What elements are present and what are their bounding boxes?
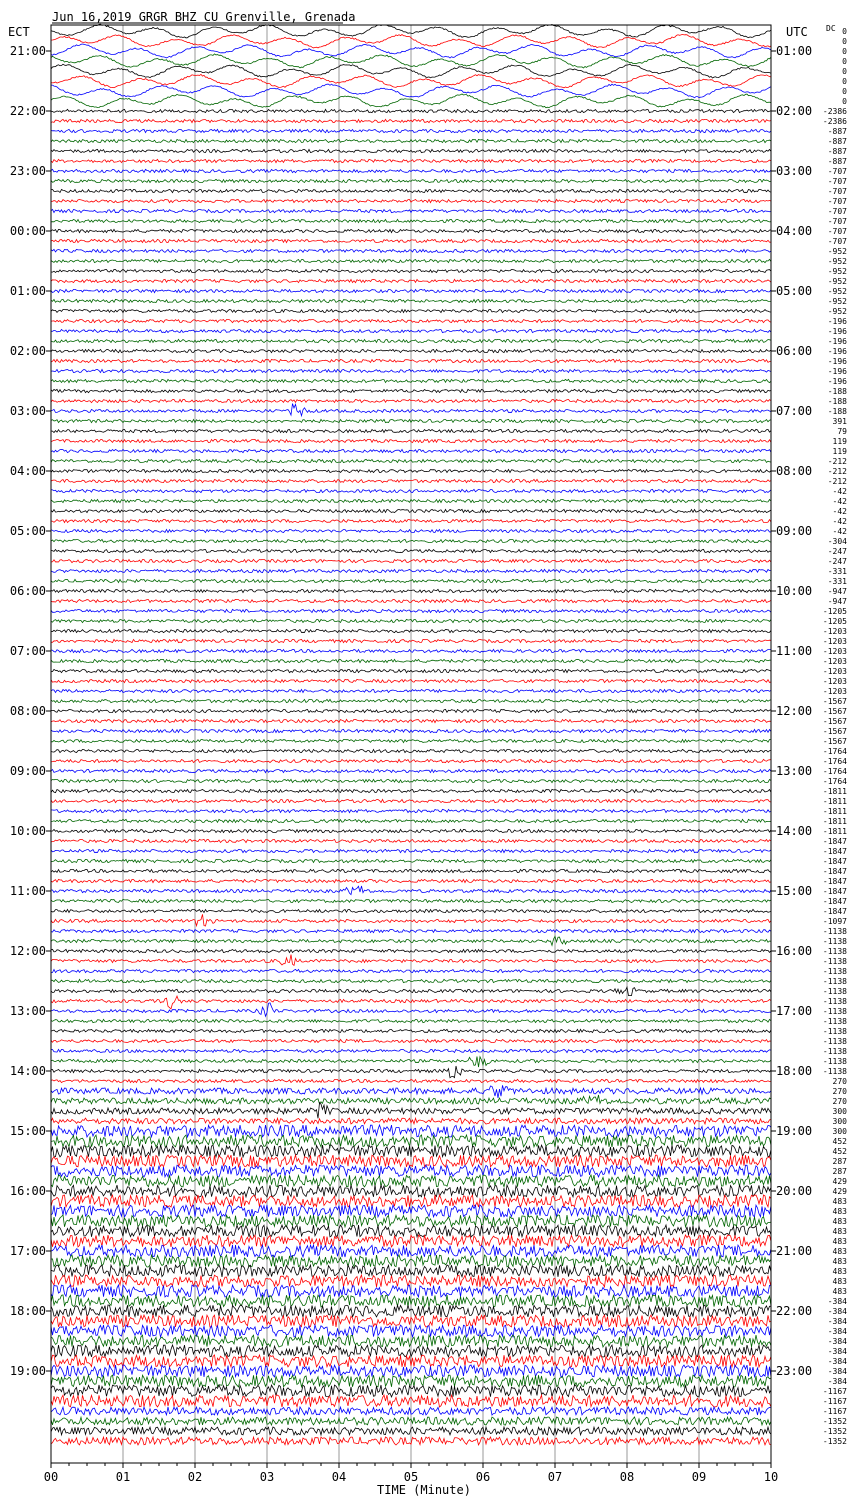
dc-offset-value: -1138: [822, 987, 847, 996]
dc-offset-value: -1567: [822, 737, 847, 746]
dc-offset-value: 483: [832, 1207, 847, 1216]
dc-offset-value: -952: [827, 297, 847, 306]
left-hour-label: 22:00: [9, 104, 46, 118]
dc-offset-value: 0: [842, 47, 847, 56]
dc-offset-value: -1203: [822, 627, 847, 636]
dc-offset-value: 483: [832, 1217, 847, 1226]
dc-offset-value: -304: [827, 537, 847, 546]
dc-offset-value: -247: [827, 547, 847, 556]
dc-offset-value: -887: [827, 147, 847, 156]
dc-offset-value: 0: [842, 77, 847, 86]
right-hour-label: 01:00: [776, 44, 813, 58]
x-tick-label: 04: [331, 1470, 347, 1484]
right-hour-label: 09:00: [776, 524, 813, 538]
dc-offset-value: 300: [832, 1127, 847, 1136]
dc-offset-value: -1352: [822, 1427, 847, 1436]
dc-offset-value: -384: [827, 1377, 847, 1386]
right-hour-label: 18:00: [776, 1064, 813, 1078]
right-hour-label: 08:00: [776, 464, 813, 478]
dc-offset-value: -1167: [822, 1387, 847, 1396]
dc-offset-value: -1203: [822, 657, 847, 666]
dc-offset-value: -196: [827, 357, 847, 366]
dc-offset-value: 452: [832, 1147, 847, 1156]
dc-offset-value: 483: [832, 1247, 847, 1256]
dc-offset-value: -1567: [822, 707, 847, 716]
dc-offset-value: 483: [832, 1227, 847, 1236]
left-hour-label: 18:00: [9, 1304, 46, 1318]
dc-offset-value: 287: [832, 1167, 847, 1176]
dc-offset-value: 300: [832, 1107, 847, 1116]
dc-offset-value: -1203: [822, 637, 847, 646]
left-hour-label: 12:00: [9, 944, 46, 958]
right-hour-label: 17:00: [776, 1004, 813, 1018]
dc-offset-value: -707: [827, 167, 847, 176]
dc-offset-value: -42: [832, 507, 847, 516]
dc-offset-value: -1811: [822, 797, 847, 806]
right-hour-label: 04:00: [776, 224, 813, 238]
dc-offset-value: 300: [832, 1117, 847, 1126]
x-tick-label: 10: [763, 1470, 779, 1484]
chart-title: Jun 16,2019 GRGR BHZ CU Grenville, Grenada: [52, 10, 356, 24]
right-hour-label: 13:00: [776, 764, 813, 778]
dc-offset-value: -1847: [822, 847, 847, 856]
dc-offset-value: -1847: [822, 837, 847, 846]
dc-offset-value: -952: [827, 277, 847, 286]
right-hour-label: 02:00: [776, 104, 813, 118]
dc-offset-value: -2386: [822, 117, 847, 126]
dc-offset-value: 119: [832, 447, 847, 456]
dc-offset-value: -42: [832, 517, 847, 526]
x-tick-label: 03: [259, 1470, 275, 1484]
right-hour-label: 21:00: [776, 1244, 813, 1258]
x-tick-label: 06: [475, 1470, 491, 1484]
dc-offset-value: -1847: [822, 877, 847, 886]
dc-offset-value: -1352: [822, 1437, 847, 1446]
dc-offset-value: 0: [842, 37, 847, 46]
left-hour-label: 16:00: [9, 1184, 46, 1198]
dc-offset-value: -1138: [822, 1007, 847, 1016]
dc-offset-value: -947: [827, 587, 847, 596]
dc-offset-value: -1203: [822, 687, 847, 696]
x-tick-label: 05: [403, 1470, 419, 1484]
x-tick-label: 07: [547, 1470, 563, 1484]
dc-offset-value: -1203: [822, 677, 847, 686]
dc-offset-value: -707: [827, 227, 847, 236]
dc-offset-value: 0: [842, 57, 847, 66]
dc-offset-value: -1764: [822, 767, 847, 776]
dc-offset-value: -188: [827, 407, 847, 416]
dc-offset-value: 452: [832, 1137, 847, 1146]
left-hour-label: 06:00: [9, 584, 46, 598]
right-hour-labels: [771, 44, 812, 1378]
right-hour-label: 06:00: [776, 344, 813, 358]
x-tick-label: 09: [691, 1470, 707, 1484]
dc-offset-value: -1203: [822, 667, 847, 676]
dc-offset-value: -1138: [822, 1017, 847, 1026]
dc-offset-value: -1138: [822, 977, 847, 986]
dc-offset-value: -1847: [822, 897, 847, 906]
dc-offset-value: 0: [842, 97, 847, 106]
left-hour-label: 11:00: [9, 884, 46, 898]
dc-offset-value: 0: [842, 87, 847, 96]
dc-offset-value: 483: [832, 1277, 847, 1286]
dc-offset-value: -1764: [822, 757, 847, 766]
dc-offset-value: -188: [827, 387, 847, 396]
dc-offset-value: -952: [827, 267, 847, 276]
dc-offset-value: -2386: [822, 107, 847, 116]
dc-offset-value: -1138: [822, 1037, 847, 1046]
right-hour-label: 07:00: [776, 404, 813, 418]
dc-offset-value: -1811: [822, 817, 847, 826]
left-hour-label: 08:00: [9, 704, 46, 718]
dc-offset-value: -1811: [822, 787, 847, 796]
dc-offset-value: -196: [827, 317, 847, 326]
dc-offset-value: -212: [827, 477, 847, 486]
left-hour-label: 14:00: [9, 1064, 46, 1078]
dc-offset-value: -1138: [822, 947, 847, 956]
left-hour-label: 07:00: [9, 644, 46, 658]
dc-offset-value: -196: [827, 337, 847, 346]
right-hour-label: 03:00: [776, 164, 813, 178]
dc-offset-value: -1567: [822, 697, 847, 706]
dc-offset-value: -196: [827, 347, 847, 356]
dc-offset-value: -1138: [822, 957, 847, 966]
dc-offset-value: -1847: [822, 867, 847, 876]
dc-offset-value: 483: [832, 1287, 847, 1296]
dc-offset-value: -707: [827, 187, 847, 196]
dc-offset-value: -1847: [822, 887, 847, 896]
left-hour-label: 05:00: [9, 524, 46, 538]
dc-offset-value: -1167: [822, 1407, 847, 1416]
dc-offset-value: -247: [827, 557, 847, 566]
dc-offset-value: -384: [827, 1297, 847, 1306]
dc-offset-value: -384: [827, 1337, 847, 1346]
x-axis-title: TIME (Minute): [377, 1483, 471, 1497]
left-hour-label: 01:00: [9, 284, 46, 298]
dc-offset-value: -196: [827, 377, 847, 386]
x-tick-label: 02: [187, 1470, 203, 1484]
dc-offset-value: -1847: [822, 857, 847, 866]
dc-offset-header: DC: [826, 24, 836, 33]
dc-offset-value: -952: [827, 287, 847, 296]
dc-offset-value: -384: [827, 1317, 847, 1326]
left-hour-label: 04:00: [9, 464, 46, 478]
dc-offset-value: 483: [832, 1237, 847, 1246]
left-hour-label: 13:00: [9, 1004, 46, 1018]
dc-offset-value: -1138: [822, 1027, 847, 1036]
dc-offset-value: 483: [832, 1197, 847, 1206]
right-hour-label: 10:00: [776, 584, 813, 598]
dc-offset-value: -887: [827, 137, 847, 146]
dc-offset-value: 0: [842, 67, 847, 76]
dc-offset-value: -1138: [822, 1047, 847, 1056]
dc-offset-value: -331: [827, 567, 847, 576]
right-hour-label: 20:00: [776, 1184, 813, 1198]
dc-offset-value: -331: [827, 577, 847, 586]
dc-offset-value: -384: [827, 1347, 847, 1356]
dc-offset-value: -1764: [822, 777, 847, 786]
right-hour-label: 12:00: [776, 704, 813, 718]
right-hour-label: 23:00: [776, 1364, 813, 1378]
dc-offset-value: -196: [827, 367, 847, 376]
dc-offset-value: 270: [832, 1077, 847, 1086]
dc-offset-value: -1167: [822, 1397, 847, 1406]
dc-offset-value: -42: [832, 527, 847, 536]
dc-offset-value: -1138: [822, 967, 847, 976]
left-hour-label: 15:00: [9, 1124, 46, 1138]
dc-offset-value: -1138: [822, 997, 847, 1006]
right-hour-label: 22:00: [776, 1304, 813, 1318]
dc-offset-column: [823, 27, 847, 1446]
dc-offset-value: -212: [827, 457, 847, 466]
dc-offset-value: -196: [827, 327, 847, 336]
dc-offset-value: -1764: [822, 747, 847, 756]
dc-offset-value: 429: [832, 1187, 847, 1196]
left-hour-label: 23:00: [9, 164, 46, 178]
dc-offset-value: -1203: [822, 647, 847, 656]
left-hour-label: 21:00: [9, 44, 46, 58]
dc-offset-value: 270: [832, 1087, 847, 1096]
right-hour-label: 14:00: [776, 824, 813, 838]
right-hour-label: 11:00: [776, 644, 813, 658]
dc-offset-value: -1138: [822, 927, 847, 936]
left-hour-label: 17:00: [9, 1244, 46, 1258]
right-hour-label: 16:00: [776, 944, 813, 958]
dc-offset-value: -1567: [822, 717, 847, 726]
dc-offset-value: -1205: [822, 617, 847, 626]
dc-offset-value: 287: [832, 1157, 847, 1166]
left-timezone-label: ECT: [8, 25, 30, 39]
dc-offset-value: 429: [832, 1177, 847, 1186]
dc-offset-value: -1097: [822, 917, 847, 926]
left-hour-label: 19:00: [9, 1364, 46, 1378]
right-hour-label: 05:00: [776, 284, 813, 298]
x-axis: [44, 1463, 778, 1484]
left-hour-label: 10:00: [9, 824, 46, 838]
left-hour-label: 02:00: [9, 344, 46, 358]
dc-offset-value: -1352: [822, 1417, 847, 1426]
dc-offset-value: -384: [827, 1307, 847, 1316]
dc-offset-value: -212: [827, 467, 847, 476]
dc-offset-value: 79: [837, 427, 847, 436]
dc-offset-value: -707: [827, 177, 847, 186]
dc-offset-value: -1138: [822, 1067, 847, 1076]
dc-offset-value: -952: [827, 307, 847, 316]
dc-offset-value: 119: [832, 437, 847, 446]
dc-offset-value: -887: [827, 127, 847, 136]
dc-offset-value: -1847: [822, 907, 847, 916]
dc-offset-value: 0: [842, 27, 847, 36]
dc-offset-value: -707: [827, 237, 847, 246]
dc-offset-value: 483: [832, 1267, 847, 1276]
left-hour-label: 00:00: [9, 224, 46, 238]
dc-offset-value: -42: [832, 487, 847, 496]
dc-offset-value: -384: [827, 1367, 847, 1376]
dc-offset-value: -384: [827, 1357, 847, 1366]
dc-offset-value: -952: [827, 247, 847, 256]
dc-offset-value: -887: [827, 157, 847, 166]
dc-offset-value: -1811: [822, 827, 847, 836]
dc-offset-value: -188: [827, 397, 847, 406]
left-hour-label: 03:00: [9, 404, 46, 418]
dc-offset-value: -384: [827, 1327, 847, 1336]
x-tick-label: 01: [115, 1470, 131, 1484]
right-timezone-label: UTC: [786, 25, 808, 39]
dc-offset-value: -42: [832, 497, 847, 506]
right-hour-label: 19:00: [776, 1124, 813, 1138]
dc-offset-value: -707: [827, 217, 847, 226]
dc-offset-value: -947: [827, 597, 847, 606]
dc-offset-value: -1567: [822, 727, 847, 736]
x-tick-label: 00: [43, 1470, 59, 1484]
dc-offset-value: -1138: [822, 937, 847, 946]
x-tick-label: 08: [619, 1470, 635, 1484]
dc-offset-value: 391: [832, 417, 847, 426]
left-hour-labels: [10, 44, 51, 1378]
dc-offset-value: -1811: [822, 807, 847, 816]
dc-offset-value: -707: [827, 197, 847, 206]
dc-offset-value: -952: [827, 257, 847, 266]
dc-offset-value: -1205: [822, 607, 847, 616]
dc-offset-value: -707: [827, 207, 847, 216]
left-hour-label: 09:00: [9, 764, 46, 778]
dc-offset-value: 483: [832, 1257, 847, 1266]
dc-offset-value: 270: [832, 1097, 847, 1106]
right-hour-label: 15:00: [776, 884, 813, 898]
dc-offset-value: -1138: [822, 1057, 847, 1066]
